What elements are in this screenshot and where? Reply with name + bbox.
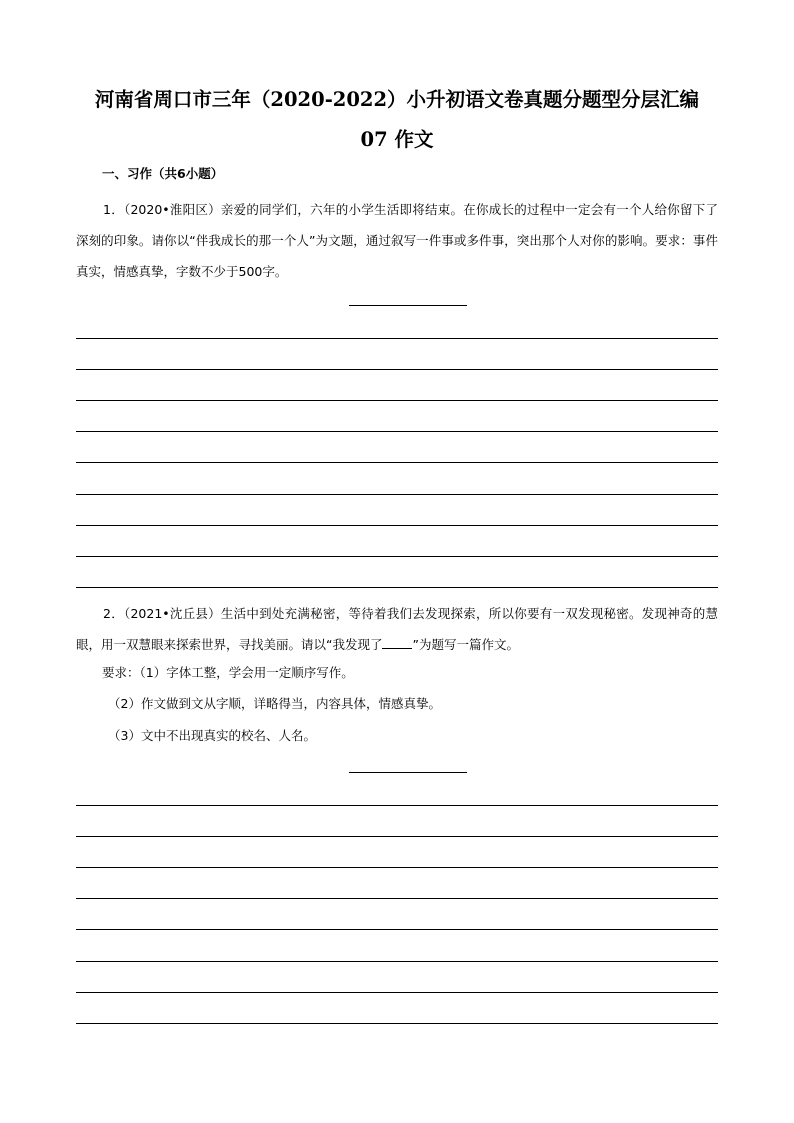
question-2-text-end: ”为题写一篇作文。 [412,637,519,652]
writing-line[interactable] [76,992,718,993]
writing-line[interactable] [76,587,718,588]
question-1 [76,194,718,287]
writing-line[interactable] [76,805,718,806]
requirement-1: 要求：（1）字体工整，学会用一定顺序写作。 [102,665,354,680]
requirement-2: （2）作文做到文从字顺，详略得当，内容具体，情感真挚。 [108,696,441,711]
writing-line[interactable] [76,494,718,495]
writing-line[interactable] [76,338,718,339]
writing-line[interactable] [76,961,718,962]
writing-line[interactable] [76,462,718,463]
question-1-number: 1． [103,202,124,217]
writing-line[interactable] [76,525,718,526]
requirement-3: （3）文中不出现真实的校名、人名。 [108,728,316,743]
question-2-text: 生活中到处充满秘密，等待着我们去发现探索，所以你要有一双发现秘密。发现神奇的慧眼，用一双慧眼来探索世界，寻找美丽。请以“我发现了 [76,606,719,652]
question-2-source: （2021•沈丘县） [123,606,221,621]
writing-line[interactable] [76,556,718,557]
writing-line[interactable] [76,431,718,432]
document-subtitle: 07 作文 [360,128,434,151]
writing-line[interactable] [76,836,718,837]
question-2 [76,598,718,660]
writing-line[interactable] [76,369,718,370]
section-heading: 一、习作（共6小题） [102,166,224,181]
document-title: 河南省周口市三年（2020-2022）小升初语文卷真题分题型分层汇编 [94,88,700,111]
writing-line[interactable] [76,929,718,930]
title-fill-blank[interactable] [382,636,412,649]
question-1-source: （2020•淮阳区） [123,202,221,217]
writing-line[interactable] [76,400,718,401]
writing-line[interactable] [76,867,718,868]
question-1-text: 亲爱的同学们，六年的小学生活即将结束。在你成长的过程中一定会有一个人给你留下了深刻的印象。请你以“伴我成长的那一个人”为文题，通过叙写一件事或多件事，突出那个人对你的影响。要求：事件真实，情感真挚，字数不少于500字。 [76,202,719,279]
essay-title-blank-1[interactable] [349,305,467,306]
writing-line[interactable] [76,898,718,899]
question-2-number: 2． [103,606,124,621]
writing-line[interactable] [76,1023,718,1024]
essay-title-blank-2[interactable] [349,772,467,773]
